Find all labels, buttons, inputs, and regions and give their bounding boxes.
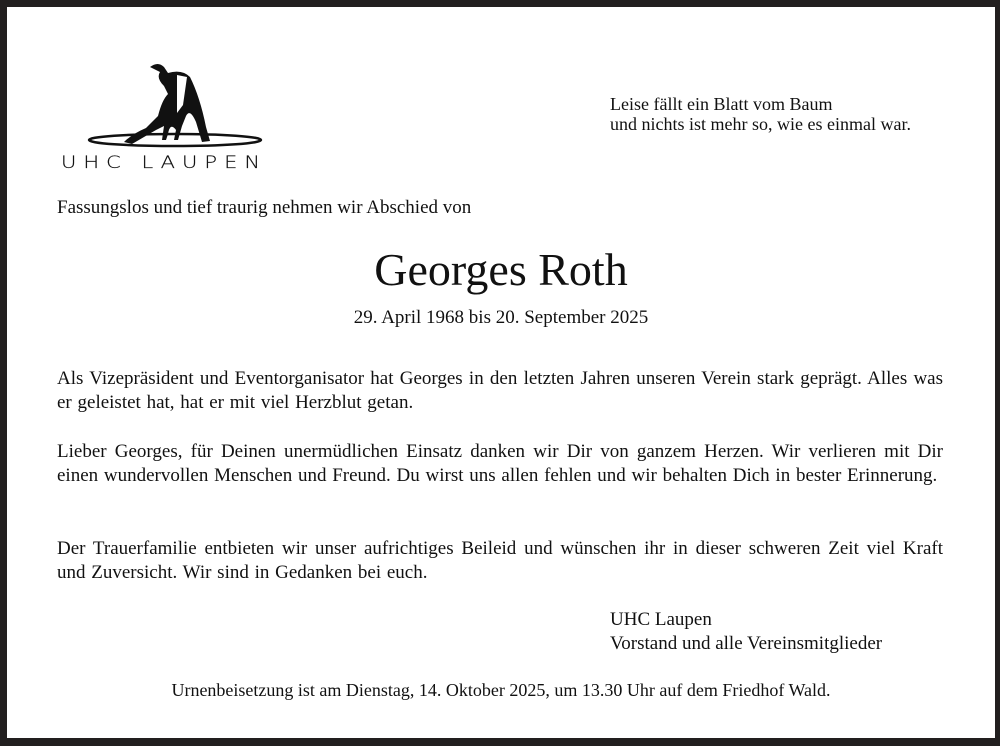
quote-line: und nichts ist mehr so, wie es einmal war.	[610, 114, 911, 134]
club-logo	[55, 55, 295, 185]
intro-text: Fassungslos und tief traurig nehmen wir Abschied von	[57, 197, 472, 218]
paragraph: Der Trauerfamilie entbieten wir unser aufrichtiges Beileid und wünschen ihr in dieser schweren Zeit viel Kraft und Zuversicht. Wir sind in Gedanken bei euch.	[57, 538, 943, 583]
obituary-notice	[7, 7, 995, 738]
life-dates: 29. April 1968 bis 20. September 2025	[353, 307, 649, 328]
signature-line: UHC Laupen	[610, 609, 712, 630]
signature-line: Vorstand und alle Vereinsmitglieder	[610, 633, 883, 654]
logo-text: UHC LAUPEN	[61, 153, 268, 173]
deceased-name: Georges Roth	[374, 244, 628, 295]
paragraph: Lieber Georges, für Deinen unermüdlichen Einsatz danken wir Dir von ganzem Herzen. Wir verlieren mit Dir einen wundervollen Menschen und Freund. Du wirst uns allen fehlen und wir behalten Dich in bester Erinnerung.	[57, 441, 943, 486]
floorball-players-icon	[55, 55, 295, 155]
burial-info: Urnenbeisetzung ist am Dienstag, 14. Oktober 2025, um 13.30 Uhr auf dem Friedhof Wald.	[171, 680, 831, 700]
paragraph: Als Vizepräsident und Eventorganisator hat Georges in den letzten Jahren unseren Verein stark geprägt. Alles was er geleistet hat, hat er mit viel Herzblut getan.	[57, 368, 943, 413]
quote-line: Leise fällt ein Blatt vom Baum	[610, 94, 833, 114]
quote	[610, 94, 911, 134]
signature	[610, 608, 882, 656]
